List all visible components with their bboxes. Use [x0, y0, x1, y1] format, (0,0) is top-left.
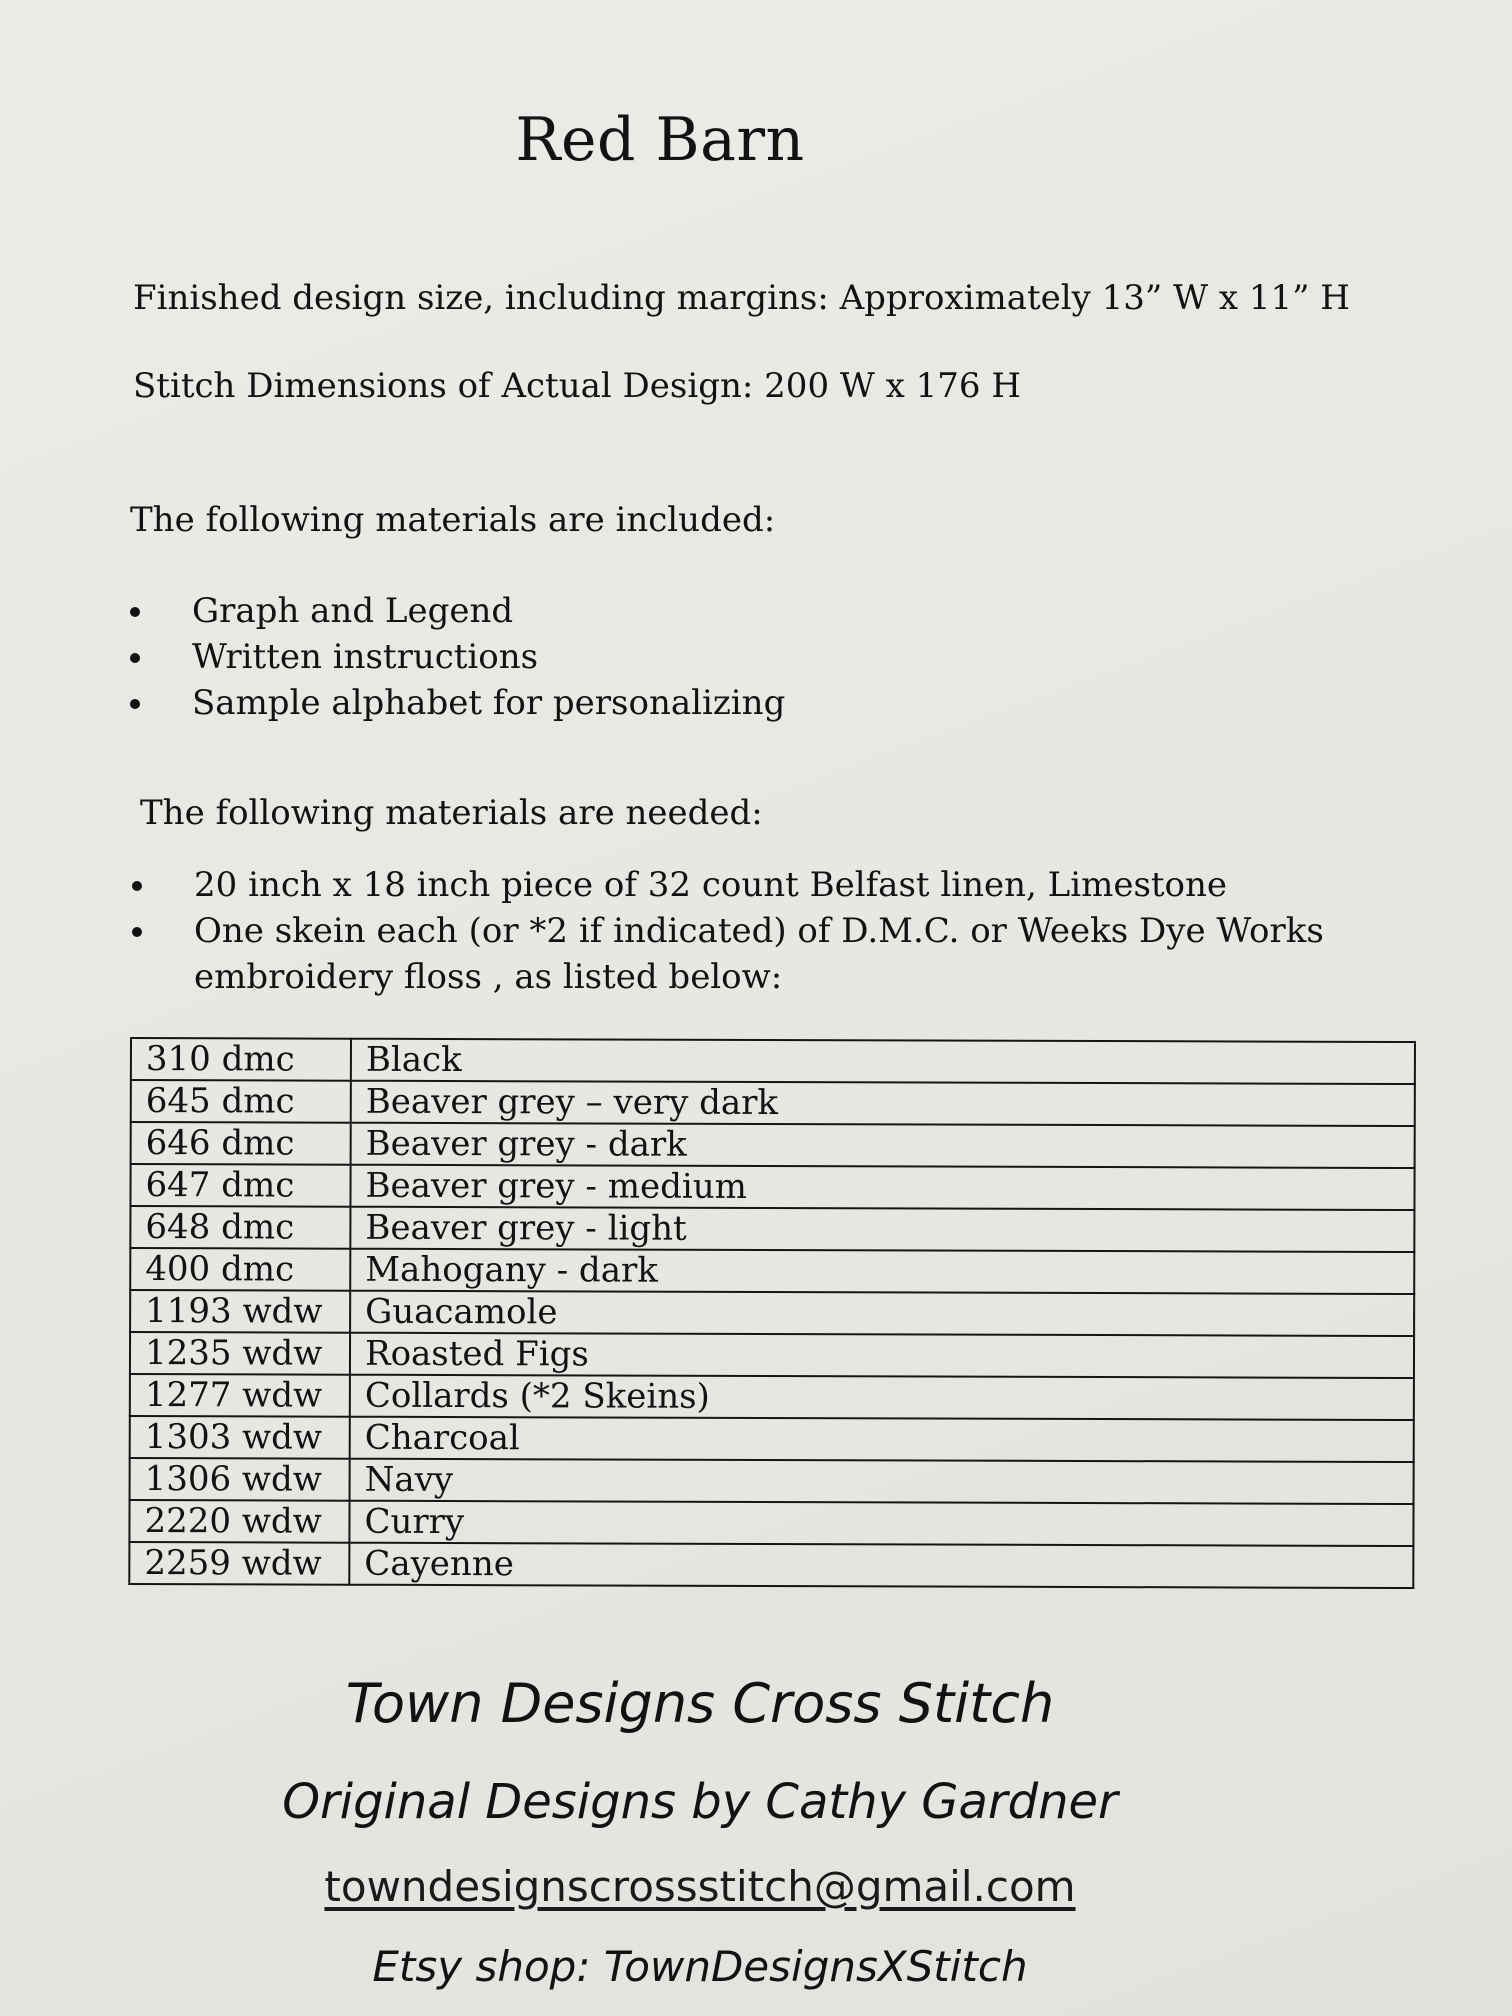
stitch-dimensions-text: Stitch Dimensions of Actual Design: 200 W x 176 H — [133, 366, 1021, 406]
table-row — [129, 1500, 1413, 1546]
table-row — [131, 1122, 1415, 1168]
table-row — [131, 1038, 1415, 1084]
email-link[interactable]: towndesignscrossstitch@gmail.com — [324, 1862, 1076, 1911]
floss-table — [128, 1037, 1416, 1589]
floss-code-cell: 2220 wdw — [129, 1500, 349, 1543]
list-item: 20 inch x 18 inch piece of 32 count Belfast linen, Limestone — [132, 862, 1394, 908]
bullet-icon — [130, 653, 140, 663]
included-heading: The following materials are included: — [130, 500, 776, 540]
brand-name: Town Designs Cross Stitch — [345, 1672, 1055, 1735]
floss-name-cell: Guacamole — [350, 1291, 1414, 1336]
table-row — [130, 1290, 1414, 1336]
floss-name-cell: Curry — [349, 1501, 1413, 1546]
bullet-icon — [130, 607, 140, 617]
floss-name-cell: Mahogany - dark — [350, 1249, 1414, 1294]
bullet-icon — [132, 881, 142, 891]
floss-code-cell: 647 dmc — [130, 1164, 350, 1207]
bullet-icon — [132, 927, 142, 937]
table-row — [130, 1248, 1414, 1294]
table-row — [130, 1374, 1414, 1420]
floss-name-cell: Beaver grey - dark — [351, 1123, 1415, 1168]
included-list — [130, 588, 785, 726]
floss-code-cell: 1306 wdw — [130, 1458, 350, 1501]
needed-heading: The following materials are needed: — [140, 793, 763, 833]
floss-name-cell: Beaver grey – very dark — [351, 1081, 1415, 1126]
finished-size-text: Finished design size, including margins: Approximately 13” W x 11” H — [133, 278, 1350, 318]
floss-name-cell: Roasted Figs — [350, 1333, 1414, 1378]
table-row — [130, 1458, 1414, 1504]
floss-code-cell: 400 dmc — [130, 1248, 350, 1291]
floss-code-cell: 1277 wdw — [130, 1374, 350, 1417]
list-item: One skein each (or *2 if indicated) of D.M.C. or Weeks Dye Works embroidery floss , as listed below: — [132, 908, 1394, 1000]
floss-name-cell: Beaver grey - medium — [350, 1165, 1414, 1210]
table-row — [129, 1542, 1413, 1588]
designer-credit: Original Designs by Cathy Gardner — [282, 1774, 1118, 1830]
floss-code-cell: 1235 wdw — [130, 1332, 350, 1375]
floss-name-cell: Cayenne — [349, 1543, 1413, 1588]
list-item: Sample alphabet for personalizing — [130, 680, 785, 726]
list-item: Graph and Legend — [130, 588, 785, 634]
page-title: Red Barn — [515, 105, 805, 175]
table-row — [130, 1416, 1414, 1462]
floss-code-cell: 646 dmc — [131, 1122, 351, 1165]
bullet-icon — [130, 699, 140, 709]
floss-table-body — [129, 1038, 1415, 1588]
table-row — [131, 1080, 1415, 1126]
table-row — [130, 1206, 1414, 1252]
floss-code-cell: 310 dmc — [131, 1038, 351, 1081]
etsy-shop-text: Etsy shop: TownDesignsXStitch — [372, 1942, 1028, 1991]
floss-code-cell: 1193 wdw — [130, 1290, 350, 1333]
floss-name-cell: Navy — [350, 1459, 1414, 1504]
table-row — [130, 1332, 1414, 1378]
floss-code-cell: 1303 wdw — [130, 1416, 350, 1459]
floss-name-cell: Charcoal — [350, 1417, 1414, 1462]
floss-code-cell: 2259 wdw — [129, 1542, 349, 1585]
needed-list — [132, 862, 1394, 1000]
floss-name-cell: Black — [351, 1039, 1415, 1084]
list-item: Written instructions — [130, 634, 785, 680]
floss-name-cell: Beaver grey - light — [350, 1207, 1414, 1252]
floss-code-cell: 645 dmc — [131, 1080, 351, 1123]
floss-code-cell: 648 dmc — [130, 1206, 350, 1249]
table-row — [130, 1164, 1414, 1210]
floss-name-cell: Collards (*2 Skeins) — [350, 1375, 1414, 1420]
